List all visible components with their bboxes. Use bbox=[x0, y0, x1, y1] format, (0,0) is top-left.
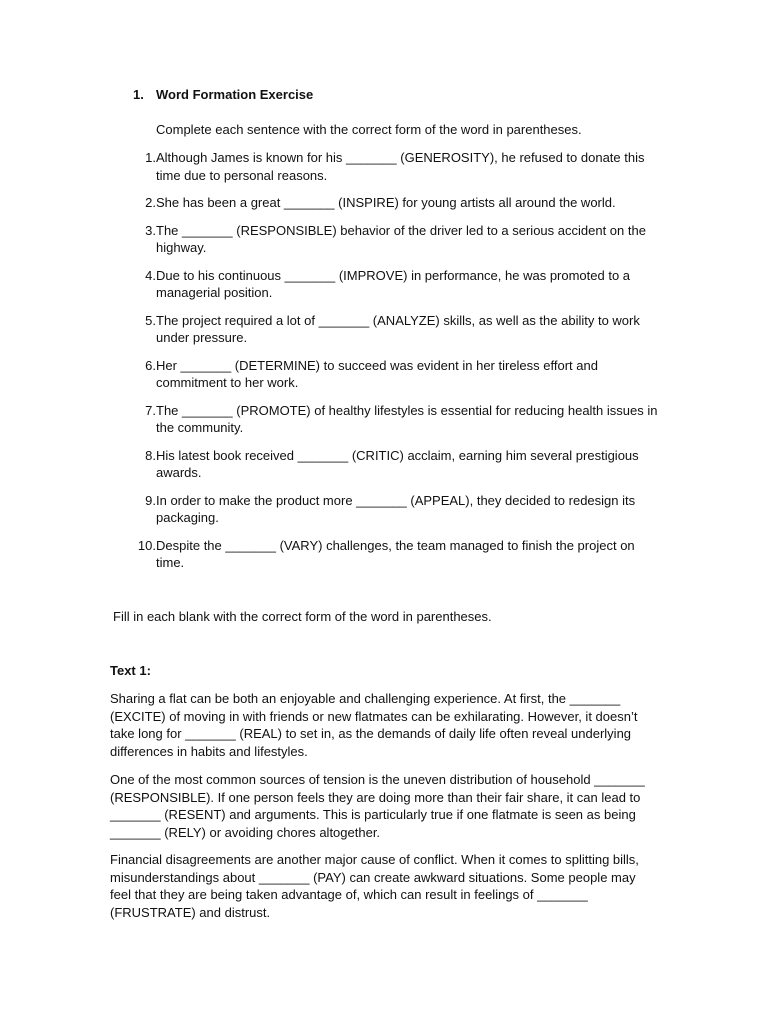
question-text: Her _______ (DETERMINE) to succeed was evident in her tireless effort and commitment to her work. bbox=[156, 357, 598, 390]
question-number: 5. bbox=[145, 312, 156, 328]
text-paragraph: Financial disagreements are another major cause of conflict. When it comes to splitting bills, misunderstandings about _______ (PAY) can create awkward situations. Some people may feel that they are being taken advantage of, which can result in feelings of _______ (FRUSTRATE) and distrust. bbox=[110, 852, 639, 920]
question-number: 6. bbox=[145, 357, 156, 373]
question-text: In order to make the product more _______ (APPEAL), they decided to redesign its packaging. bbox=[156, 492, 636, 525]
question-item bbox=[129, 537, 659, 572]
question-item bbox=[129, 447, 659, 482]
question-number: 8. bbox=[145, 447, 156, 463]
question-number: 1. bbox=[145, 150, 156, 165]
question-text: The _______ (PROMOTE) of healthy lifestyles is essential for reducing health issues in the community. bbox=[156, 402, 658, 435]
heading-title: Word Formation Exercise bbox=[156, 87, 314, 102]
question-item bbox=[129, 267, 659, 302]
question-text: The _______ (RESPONSIBLE) behavior of the driver led to a serious accident on the highway. bbox=[156, 222, 646, 255]
question-text: Although James is known for his _______ (GENEROSITY), he refused to donate this time due to personal reasons. bbox=[156, 150, 645, 183]
question-text: She has been a great _______ (INSPIRE) for young artists all around the world. bbox=[156, 195, 616, 210]
question-number: 10. bbox=[137, 537, 156, 553]
text-paragraph: Sharing a flat can be both an enjoyable and challenging experience. At first, the _______ (EXCITE) of moving in with friends or new flatmates can be exhilarating. However, it doesn’t take long for _______ (REAL) to set in, as the demands of daily life often reveal underlying differences in habits and lifestyles. bbox=[110, 691, 638, 759]
question-item bbox=[129, 312, 659, 347]
question-number: 7. bbox=[145, 402, 156, 418]
question-item bbox=[129, 357, 659, 392]
fill-instruction: Fill in each blank with the correct form of the word in parentheses. bbox=[113, 609, 492, 624]
question-number: 9. bbox=[145, 492, 156, 508]
question-item bbox=[129, 149, 659, 184]
question-text: Due to his continuous _______ (IMPROVE) in performance, he was promoted to a managerial position. bbox=[156, 267, 631, 300]
question-list bbox=[129, 149, 659, 582]
question-item bbox=[129, 222, 659, 257]
question-item bbox=[129, 194, 659, 212]
question-number: 3. bbox=[145, 222, 156, 238]
question-number: 2. bbox=[145, 195, 156, 210]
question-text: His latest book received _______ (CRITIC) acclaim, earning him several prestigious awards. bbox=[156, 447, 639, 480]
question-number: 4. bbox=[145, 267, 156, 283]
question-text: Despite the _______ (VARY) challenges, the team managed to finish the project on time. bbox=[156, 537, 635, 570]
text-title: Text 1: bbox=[110, 663, 151, 678]
exercise-heading bbox=[133, 87, 313, 102]
question-text: The project required a lot of _______ (ANALYZE) skills, as well as the ability to work under pressure. bbox=[156, 312, 640, 345]
text-paragraph: One of the most common sources of tension is the uneven distribution of household _______ (RESPONSIBLE). If one person feels they are doing more than their fair share, it can lead to _______ (RESENT) and arguments. This is particularly true if one flatmate is seen as being _______ (RELY) or avoiding chores altogether. bbox=[110, 772, 645, 840]
question-item bbox=[129, 492, 659, 527]
question-item bbox=[129, 402, 659, 437]
heading-number: 1. bbox=[133, 87, 144, 102]
exercise-instruction: Complete each sentence with the correct form of the word in parentheses. bbox=[156, 122, 582, 137]
